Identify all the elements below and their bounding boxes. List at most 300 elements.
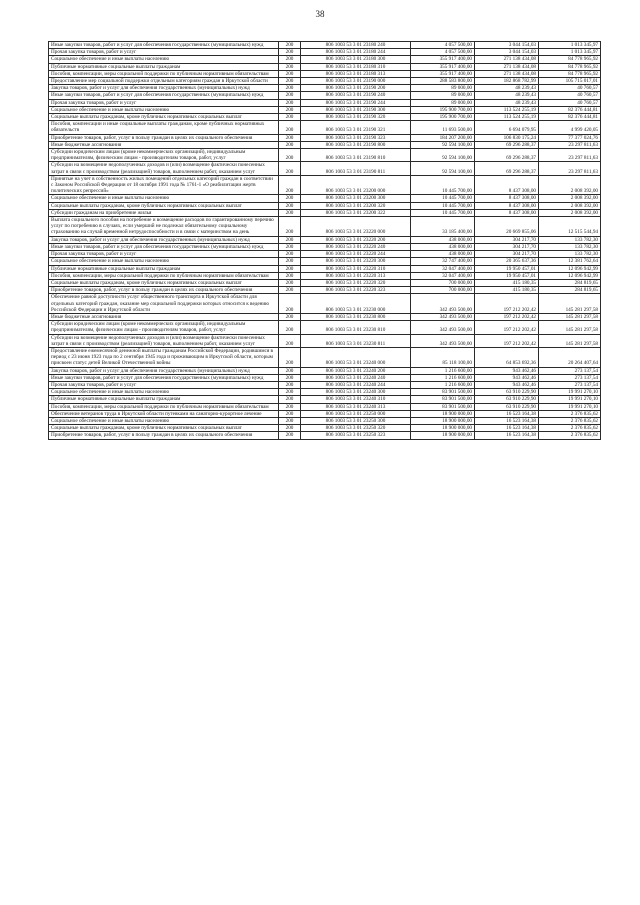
row-executed: 943 462,46 bbox=[475, 374, 539, 381]
row-executed: 20 669 855,06 bbox=[475, 217, 539, 237]
row-budget-code: 806 1003 53 3 01 23220 313 bbox=[301, 272, 411, 279]
row-code: 200 bbox=[279, 70, 301, 77]
row-code: 200 bbox=[279, 347, 301, 367]
table-row bbox=[49, 202, 601, 209]
row-code: 200 bbox=[279, 209, 301, 216]
row-budget-code: 806 1003 53 3 01 23220 320 bbox=[301, 279, 411, 286]
row-approved: 288 583 800,00 bbox=[411, 78, 475, 85]
row-code: 200 bbox=[279, 432, 301, 439]
row-code: 200 bbox=[279, 162, 301, 175]
row-name: Закупка товаров, работ и услуг для обеспечения государственных (муниципальных) нужд bbox=[49, 85, 279, 92]
table-row bbox=[49, 313, 601, 320]
row-approved: 92 594 100,00 bbox=[411, 141, 475, 148]
row-unexecuted: 1 013 345,97 bbox=[539, 42, 601, 49]
table-row bbox=[49, 381, 601, 388]
row-code: 200 bbox=[279, 389, 301, 396]
table-row bbox=[49, 99, 601, 106]
row-code: 200 bbox=[279, 217, 301, 237]
table-row bbox=[49, 251, 601, 258]
row-executed: 16 523 164,38 bbox=[475, 417, 539, 424]
row-name: Публичные нормативные социальные выплаты гражданам bbox=[49, 396, 279, 403]
table-row bbox=[49, 92, 601, 99]
row-name: Прочая закупка товаров, работ и услуг bbox=[49, 381, 279, 388]
row-executed: 271 138 434,08 bbox=[475, 70, 539, 77]
row-budget-code: 806 1003 53 3 01 23180 310 bbox=[301, 63, 411, 70]
row-approved: 10 445 700,00 bbox=[411, 202, 475, 209]
row-code: 200 bbox=[279, 425, 301, 432]
row-approved: 89 000,00 bbox=[411, 85, 475, 92]
row-unexecuted: 145 281 297,58 bbox=[539, 334, 601, 347]
row-budget-code: 806 1003 53 3 01 23250 320 bbox=[301, 425, 411, 432]
row-approved: 355 917 400,00 bbox=[411, 63, 475, 70]
row-executed: 197 212 202,42 bbox=[475, 334, 539, 347]
row-executed: 20 365 637,36 bbox=[475, 258, 539, 265]
row-unexecuted: 273 137,54 bbox=[539, 374, 601, 381]
row-approved: 32 047 400,00 bbox=[411, 265, 475, 272]
row-approved: 355 917 400,00 bbox=[411, 70, 475, 77]
row-name: Обеспечение равной доступности услуг общественного транспорта в Иркутской области для отдельных категорий граждан, оказание мер социальной поддержки которых относится к ведению Российской Федерации и Иркутской области bbox=[49, 294, 279, 314]
row-approved: 18 900 000,00 bbox=[411, 417, 475, 424]
row-executed: 304 217,70 bbox=[475, 236, 539, 243]
row-budget-code: 806 1003 53 3 01 23220 200 bbox=[301, 236, 411, 243]
row-name: Выплата социального пособия на погребение и возмещение расходов по гарантированному перечню услуг по погребению в случаях, если умерший не подлежал обязательному социальному страхованию на случай временной нетрудоспособности и в связи с материнством на день bbox=[49, 217, 279, 237]
row-unexecuted: 145 281 297,58 bbox=[539, 313, 601, 320]
row-budget-code: 806 1003 53 3 01 23230 000 bbox=[301, 294, 411, 314]
row-approved: 18 900 000,00 bbox=[411, 432, 475, 439]
row-code: 200 bbox=[279, 258, 301, 265]
row-budget-code: 806 1003 53 3 01 23200 320 bbox=[301, 202, 411, 209]
row-executed: 63 910 229,90 bbox=[475, 389, 539, 396]
row-name: Социальные выплаты гражданам, кроме публичных нормативных социальных выплат bbox=[49, 202, 279, 209]
row-code: 200 bbox=[279, 403, 301, 410]
row-executed: 19 950 457,01 bbox=[475, 265, 539, 272]
row-unexecuted: 4 999 420,05 bbox=[539, 121, 601, 134]
row-budget-code: 806 1003 53 3 01 23180 313 bbox=[301, 70, 411, 77]
row-budget-code: 806 1003 53 3 01 23190 200 bbox=[301, 85, 411, 92]
row-name: Иные закупки товаров, работ и услуг для обеспечения государственных (муниципальных) нужд bbox=[49, 374, 279, 381]
table-row bbox=[49, 141, 601, 148]
row-budget-code: 806 1003 53 3 01 23240 240 bbox=[301, 374, 411, 381]
row-approved: 18 900 000,00 bbox=[411, 425, 475, 432]
row-name: Принятые на учет в собственность жилых помещений отдельных категорий граждан в соответствии с Законом Российской Федерации от 18 октября 1991 года № 1761-1 «О реабилитации жертв политических репрессий» bbox=[49, 175, 279, 195]
row-approved: 83 901 500,00 bbox=[411, 403, 475, 410]
row-executed: 8 437 308,00 bbox=[475, 195, 539, 202]
row-unexecuted: 133 782,30 bbox=[539, 251, 601, 258]
row-name: Субсидии юридическим лицам (кроме некоммерческих организаций), индивидуальным предпринимателям, физическим лицам - производителям товаров, работ, услуг bbox=[49, 321, 279, 334]
row-approved: 4 057 500,00 bbox=[411, 49, 475, 56]
row-approved: 342 493 500,00 bbox=[411, 321, 475, 334]
row-unexecuted: 23 297 811,63 bbox=[539, 141, 601, 148]
row-unexecuted: 40 760,57 bbox=[539, 92, 601, 99]
row-code: 200 bbox=[279, 279, 301, 286]
row-budget-code: 806 1003 53 3 01 23190 811 bbox=[301, 162, 411, 175]
row-executed: 64 853 692,36 bbox=[475, 347, 539, 367]
row-unexecuted: 84 778 965,92 bbox=[539, 70, 601, 77]
row-code: 200 bbox=[279, 265, 301, 272]
row-executed: 113 524 255,19 bbox=[475, 114, 539, 121]
row-code: 200 bbox=[279, 236, 301, 243]
row-budget-code: 806 1003 53 3 01 23220 244 bbox=[301, 251, 411, 258]
row-budget-code: 806 1003 53 3 01 23220 300 bbox=[301, 258, 411, 265]
row-name: Иные закупки товаров, работ и услуг для обеспечения государственных (муниципальных) нужд bbox=[49, 243, 279, 250]
row-unexecuted: 2 008 392,00 bbox=[539, 209, 601, 216]
row-approved: 342 493 500,00 bbox=[411, 313, 475, 320]
row-budget-code: 806 1003 53 3 01 23220 240 bbox=[301, 243, 411, 250]
table-row bbox=[49, 209, 601, 216]
table-row bbox=[49, 42, 601, 49]
row-approved: 438 000,00 bbox=[411, 236, 475, 243]
row-unexecuted: 284 819,65 bbox=[539, 279, 601, 286]
row-name: Иные закупки товаров, работ и услуг для обеспечения государственных (муниципальных) нужд bbox=[49, 42, 279, 49]
row-budget-code: 806 1003 53 3 01 23240 244 bbox=[301, 381, 411, 388]
table-row bbox=[49, 106, 601, 113]
row-name: Приобретение товаров, работ, услуг в пользу граждан в целях их социального обеспечения bbox=[49, 134, 279, 141]
row-unexecuted: 19 991 270,10 bbox=[539, 389, 601, 396]
row-code: 200 bbox=[279, 287, 301, 294]
row-budget-code: 806 1003 53 3 01 23240 200 bbox=[301, 367, 411, 374]
row-budget-code: 806 1003 53 3 01 23220 323 bbox=[301, 287, 411, 294]
row-code: 200 bbox=[279, 42, 301, 49]
row-executed: 63 910 229,90 bbox=[475, 396, 539, 403]
row-unexecuted: 2 008 392,00 bbox=[539, 175, 601, 195]
row-executed: 48 239,43 bbox=[475, 92, 539, 99]
table-row bbox=[49, 70, 601, 77]
table-row bbox=[49, 396, 601, 403]
row-unexecuted: 2 376 835,62 bbox=[539, 432, 601, 439]
row-name: Закупка товаров, работ и услуг для обеспечения государственных (муниципальных) нужд bbox=[49, 236, 279, 243]
row-unexecuted: 12 096 942,99 bbox=[539, 265, 601, 272]
row-approved: 11 693 500,00 bbox=[411, 121, 475, 134]
row-unexecuted: 84 778 965,92 bbox=[539, 56, 601, 63]
row-unexecuted: 2 376 835,62 bbox=[539, 425, 601, 432]
row-unexecuted: 82 376 444,81 bbox=[539, 114, 601, 121]
row-unexecuted: 273 137,54 bbox=[539, 367, 601, 374]
table-row bbox=[49, 265, 601, 272]
row-executed: 415 180,35 bbox=[475, 287, 539, 294]
row-approved: 4 057 500,00 bbox=[411, 42, 475, 49]
row-budget-code: 806 1003 53 3 01 23190 300 bbox=[301, 106, 411, 113]
row-executed: 197 212 202,42 bbox=[475, 294, 539, 314]
table-row bbox=[49, 432, 601, 439]
table-row bbox=[49, 162, 601, 175]
row-approved: 83 901 500,00 bbox=[411, 396, 475, 403]
row-executed: 16 523 164,38 bbox=[475, 432, 539, 439]
row-unexecuted: 133 782,30 bbox=[539, 243, 601, 250]
row-approved: 342 493 500,00 bbox=[411, 294, 475, 314]
row-name: Обеспечение ветеранов труда в Иркутской области путевками на санаторно-курортное лечение bbox=[49, 410, 279, 417]
table-row bbox=[49, 134, 601, 141]
table-row bbox=[49, 85, 601, 92]
row-code: 200 bbox=[279, 202, 301, 209]
row-name: Закупка товаров, работ и услуг для обеспечения государственных (муниципальных) нужд bbox=[49, 367, 279, 374]
row-name: Субсидии на возмещение недополученных доходов и (или) возмещение фактически понесенных затрат в связи с производством (реализацией) товаров, выполнением работ, оказанием услуг bbox=[49, 334, 279, 347]
row-budget-code: 806 1003 53 3 01 23190 000 bbox=[301, 78, 411, 85]
row-executed: 304 217,70 bbox=[475, 243, 539, 250]
row-budget-code: 806 1003 53 3 01 23250 300 bbox=[301, 417, 411, 424]
row-code: 200 bbox=[279, 121, 301, 134]
row-code: 200 bbox=[279, 396, 301, 403]
row-unexecuted: 2 376 835,62 bbox=[539, 417, 601, 424]
table-row bbox=[49, 63, 601, 70]
row-unexecuted: 105 715 017,01 bbox=[539, 78, 601, 85]
row-name: Предоставление ежемесячной денежной выплаты гражданам Российской Федерации, родившимся в период с 23 июня 1923 года по 2 сентября 1945 года и проживающим в Иркутской области, которым присвоен статус детей Великой Отечественной войны bbox=[49, 347, 279, 367]
row-executed: 6 694 079,95 bbox=[475, 121, 539, 134]
row-code: 200 bbox=[279, 195, 301, 202]
row-executed: 48 239,43 bbox=[475, 99, 539, 106]
row-code: 200 bbox=[279, 410, 301, 417]
table-row bbox=[49, 425, 601, 432]
row-budget-code: 806 1003 53 3 01 23190 240 bbox=[301, 92, 411, 99]
row-budget-code: 806 1003 53 3 01 23190 323 bbox=[301, 134, 411, 141]
row-code: 200 bbox=[279, 313, 301, 320]
row-code: 200 bbox=[279, 63, 301, 70]
row-executed: 415 180,35 bbox=[475, 279, 539, 286]
row-executed: 182 868 782,99 bbox=[475, 78, 539, 85]
row-unexecuted: 12 515 544,94 bbox=[539, 217, 601, 237]
row-name: Социальное обеспечение и иные выплаты населению bbox=[49, 417, 279, 424]
table-row bbox=[49, 279, 601, 286]
row-unexecuted: 82 376 444,81 bbox=[539, 106, 601, 113]
row-executed: 3 044 154,03 bbox=[475, 42, 539, 49]
row-budget-code: 806 1003 53 3 01 23240 300 bbox=[301, 389, 411, 396]
row-executed: 106 830 175,24 bbox=[475, 134, 539, 141]
row-unexecuted: 2 008 392,00 bbox=[539, 202, 601, 209]
row-executed: 16 523 164,38 bbox=[475, 410, 539, 417]
row-budget-code: 806 1003 53 3 01 23200 322 bbox=[301, 209, 411, 216]
row-budget-code: 806 1003 53 3 01 23240 000 bbox=[301, 347, 411, 367]
table-row bbox=[49, 175, 601, 195]
row-name: Социальное обеспечение и иные выплаты населению bbox=[49, 389, 279, 396]
table-row bbox=[49, 417, 601, 424]
row-executed: 16 523 164,38 bbox=[475, 425, 539, 432]
row-executed: 69 296 288,37 bbox=[475, 141, 539, 148]
row-budget-code: 806 1003 53 3 01 23190 321 bbox=[301, 121, 411, 134]
row-code: 200 bbox=[279, 99, 301, 106]
row-approved: 89 000,00 bbox=[411, 99, 475, 106]
row-code: 200 bbox=[279, 141, 301, 148]
row-name: Прочая закупка товаров, работ и услуг bbox=[49, 99, 279, 106]
table-row bbox=[49, 347, 601, 367]
row-code: 200 bbox=[279, 334, 301, 347]
row-executed: 8 437 308,00 bbox=[475, 209, 539, 216]
row-code: 200 bbox=[279, 149, 301, 162]
table-row bbox=[49, 49, 601, 56]
row-approved: 18 900 000,00 bbox=[411, 410, 475, 417]
row-code: 200 bbox=[279, 85, 301, 92]
row-executed: 63 910 229,90 bbox=[475, 403, 539, 410]
row-budget-code: 806 1003 53 3 01 23240 310 bbox=[301, 396, 411, 403]
row-code: 200 bbox=[279, 251, 301, 258]
row-name: Социальное обеспечение и иные выплаты населению bbox=[49, 258, 279, 265]
row-name: Публичные нормативные социальные выплаты гражданам bbox=[49, 63, 279, 70]
row-code: 200 bbox=[279, 321, 301, 334]
row-approved: 195 900 700,00 bbox=[411, 106, 475, 113]
row-unexecuted: 145 281 297,58 bbox=[539, 321, 601, 334]
row-budget-code: 806 1003 53 3 01 23180 244 bbox=[301, 49, 411, 56]
row-unexecuted: 1 013 345,97 bbox=[539, 49, 601, 56]
row-code: 200 bbox=[279, 294, 301, 314]
row-name: Прочая закупка товаров, работ и услуг bbox=[49, 251, 279, 258]
row-budget-code: 806 1003 53 3 01 23230 811 bbox=[301, 334, 411, 347]
table-row bbox=[49, 217, 601, 237]
row-unexecuted: 12 381 762,64 bbox=[539, 258, 601, 265]
row-approved: 89 000,00 bbox=[411, 92, 475, 99]
row-executed: 48 239,43 bbox=[475, 85, 539, 92]
row-executed: 197 212 202,42 bbox=[475, 321, 539, 334]
row-unexecuted: 77 377 024,76 bbox=[539, 134, 601, 141]
row-approved: 1 216 600,00 bbox=[411, 381, 475, 388]
row-budget-code: 806 1003 53 3 01 23190 800 bbox=[301, 141, 411, 148]
row-code: 200 bbox=[279, 114, 301, 121]
row-unexecuted: 23 297 811,63 bbox=[539, 149, 601, 162]
row-name: Иные бюджетные ассигнования bbox=[49, 313, 279, 320]
row-unexecuted: 23 297 811,63 bbox=[539, 162, 601, 175]
table-row bbox=[49, 410, 601, 417]
row-approved: 1 216 600,00 bbox=[411, 374, 475, 381]
table-row bbox=[49, 367, 601, 374]
row-unexecuted: 19 991 270,10 bbox=[539, 403, 601, 410]
row-budget-code: 806 1003 53 3 01 23220 310 bbox=[301, 265, 411, 272]
row-approved: 438 000,00 bbox=[411, 251, 475, 258]
row-approved: 10 445 700,00 bbox=[411, 195, 475, 202]
row-executed: 69 296 288,37 bbox=[475, 149, 539, 162]
row-executed: 8 437 308,00 bbox=[475, 175, 539, 195]
row-approved: 438 000,00 bbox=[411, 243, 475, 250]
row-code: 200 bbox=[279, 374, 301, 381]
row-approved: 184 207 200,00 bbox=[411, 134, 475, 141]
table-row bbox=[49, 114, 601, 121]
row-approved: 83 901 500,00 bbox=[411, 389, 475, 396]
row-executed: 943 462,46 bbox=[475, 381, 539, 388]
row-budget-code: 806 1003 53 3 01 23220 000 bbox=[301, 217, 411, 237]
row-budget-code: 806 1003 53 3 01 23250 323 bbox=[301, 432, 411, 439]
row-approved: 33 185 400,00 bbox=[411, 217, 475, 237]
table-row bbox=[49, 403, 601, 410]
row-budget-code: 806 1003 53 3 01 23250 000 bbox=[301, 410, 411, 417]
row-name: Субсидии на возмещение недополученных доходов и (или) возмещение фактически понесенных затрат в связи с производством (реализацией) товаров, выполнением работ, оказанием услуг bbox=[49, 162, 279, 175]
row-unexecuted: 2 376 835,62 bbox=[539, 410, 601, 417]
row-approved: 1 216 600,00 bbox=[411, 367, 475, 374]
row-name: Приобретение товаров, работ, услуг в пользу граждан в целях их социального обеспечения bbox=[49, 287, 279, 294]
table-row bbox=[49, 334, 601, 347]
row-name: Иные бюджетные ассигнования bbox=[49, 141, 279, 148]
row-code: 200 bbox=[279, 106, 301, 113]
row-budget-code: 806 1003 53 3 01 23180 300 bbox=[301, 56, 411, 63]
row-code: 200 bbox=[279, 78, 301, 85]
table-row bbox=[49, 195, 601, 202]
row-name: Приобретение товаров, работ, услуг в пользу граждан в целях их социального обеспечения bbox=[49, 432, 279, 439]
row-unexecuted: 2 008 392,00 bbox=[539, 195, 601, 202]
row-name: Субсидии гражданам на приобретение жилья bbox=[49, 209, 279, 216]
table-row bbox=[49, 243, 601, 250]
row-executed: 8 437 308,00 bbox=[475, 202, 539, 209]
table-row bbox=[49, 287, 601, 294]
row-unexecuted: 19 991 270,10 bbox=[539, 396, 601, 403]
row-code: 200 bbox=[279, 243, 301, 250]
row-name: Публичные нормативные социальные выплаты гражданам bbox=[49, 265, 279, 272]
table-row bbox=[49, 389, 601, 396]
row-budget-code: 806 1003 53 3 01 23190 320 bbox=[301, 114, 411, 121]
row-executed: 271 138 434,08 bbox=[475, 63, 539, 70]
row-approved: 32 047 400,00 bbox=[411, 272, 475, 279]
row-budget-code: 806 1003 53 3 01 23230 800 bbox=[301, 313, 411, 320]
row-executed: 19 950 457,01 bbox=[475, 272, 539, 279]
row-name: Социальные выплаты гражданам, кроме публичных нормативных социальных выплат bbox=[49, 114, 279, 121]
row-budget-code: 806 1003 53 3 01 23190 810 bbox=[301, 149, 411, 162]
row-code: 200 bbox=[279, 272, 301, 279]
row-name: Социальное обеспечение и иные выплаты населению bbox=[49, 106, 279, 113]
row-name: Пособия, компенсации и иные социальные выплаты гражданам, кроме публичных нормативных обязательств bbox=[49, 121, 279, 134]
row-approved: 195 900 700,00 bbox=[411, 114, 475, 121]
row-code: 200 bbox=[279, 381, 301, 388]
row-name: Социальное обеспечение и иные выплаты населению bbox=[49, 56, 279, 63]
table-row bbox=[49, 272, 601, 279]
row-name: Пособия, компенсации, меры социальной поддержки по публичным нормативным обязательствам bbox=[49, 272, 279, 279]
row-approved: 700 000,00 bbox=[411, 287, 475, 294]
row-budget-code: 806 1003 53 3 01 23240 313 bbox=[301, 403, 411, 410]
table-row bbox=[49, 374, 601, 381]
row-budget-code: 806 1003 53 3 01 23190 244 bbox=[301, 99, 411, 106]
row-name: Социальное обеспечение и иные выплаты населению bbox=[49, 195, 279, 202]
row-budget-code: 806 1003 53 3 01 23200 300 bbox=[301, 195, 411, 202]
row-approved: 32 747 400,00 bbox=[411, 258, 475, 265]
row-executed: 943 462,46 bbox=[475, 367, 539, 374]
table-row bbox=[49, 258, 601, 265]
row-code: 200 bbox=[279, 49, 301, 56]
row-name: Социальные выплаты гражданам, кроме публичных нормативных социальных выплат bbox=[49, 279, 279, 286]
row-approved: 10 445 700,00 bbox=[411, 209, 475, 216]
row-unexecuted: 84 778 965,92 bbox=[539, 63, 601, 70]
row-executed: 271 138 434,08 bbox=[475, 56, 539, 63]
row-executed: 113 524 255,19 bbox=[475, 106, 539, 113]
table-row bbox=[49, 121, 601, 134]
row-budget-code: 806 1003 53 3 01 23230 810 bbox=[301, 321, 411, 334]
table-row bbox=[49, 78, 601, 85]
row-approved: 10 445 700,00 bbox=[411, 175, 475, 195]
row-name: Иные закупки товаров, работ и услуг для обеспечения государственных (муниципальных) нужд bbox=[49, 92, 279, 99]
row-executed: 304 217,70 bbox=[475, 251, 539, 258]
row-code: 200 bbox=[279, 175, 301, 195]
row-name: Предоставление мер социальной поддержки отдельным категориям граждан в Иркутской области bbox=[49, 78, 279, 85]
row-approved: 85 118 100,00 bbox=[411, 347, 475, 367]
row-approved: 92 594 100,00 bbox=[411, 162, 475, 175]
table-row bbox=[49, 236, 601, 243]
table-row bbox=[49, 294, 601, 314]
row-code: 200 bbox=[279, 367, 301, 374]
row-executed: 197 212 202,42 bbox=[475, 313, 539, 320]
row-name: Прочая закупка товаров, работ и услуг bbox=[49, 49, 279, 56]
row-unexecuted: 40 760,57 bbox=[539, 99, 601, 106]
page-number: 38 bbox=[315, 9, 325, 19]
row-approved: 700 000,00 bbox=[411, 279, 475, 286]
row-executed: 69 296 288,37 bbox=[475, 162, 539, 175]
table-row bbox=[49, 56, 601, 63]
row-unexecuted: 133 782,30 bbox=[539, 236, 601, 243]
row-name: Субсидии юридическим лицам (кроме некоммерческих организаций), индивидуальным предпринимателям, физическим лицам - производителям товаров, работ, услуг bbox=[49, 149, 279, 162]
table-row bbox=[49, 149, 601, 162]
row-unexecuted: 12 096 942,99 bbox=[539, 272, 601, 279]
row-code: 200 bbox=[279, 92, 301, 99]
row-approved: 355 917 400,00 bbox=[411, 56, 475, 63]
row-code: 200 bbox=[279, 134, 301, 141]
row-code: 200 bbox=[279, 56, 301, 63]
row-unexecuted: 284 819,65 bbox=[539, 287, 601, 294]
row-name: Пособия, компенсации, меры социальной поддержки по публичным нормативным обязательствам bbox=[49, 70, 279, 77]
row-budget-code: 806 1003 53 3 01 23180 240 bbox=[301, 42, 411, 49]
row-unexecuted: 145 281 297,58 bbox=[539, 294, 601, 314]
row-code: 200 bbox=[279, 417, 301, 424]
row-executed: 3 044 154,03 bbox=[475, 49, 539, 56]
